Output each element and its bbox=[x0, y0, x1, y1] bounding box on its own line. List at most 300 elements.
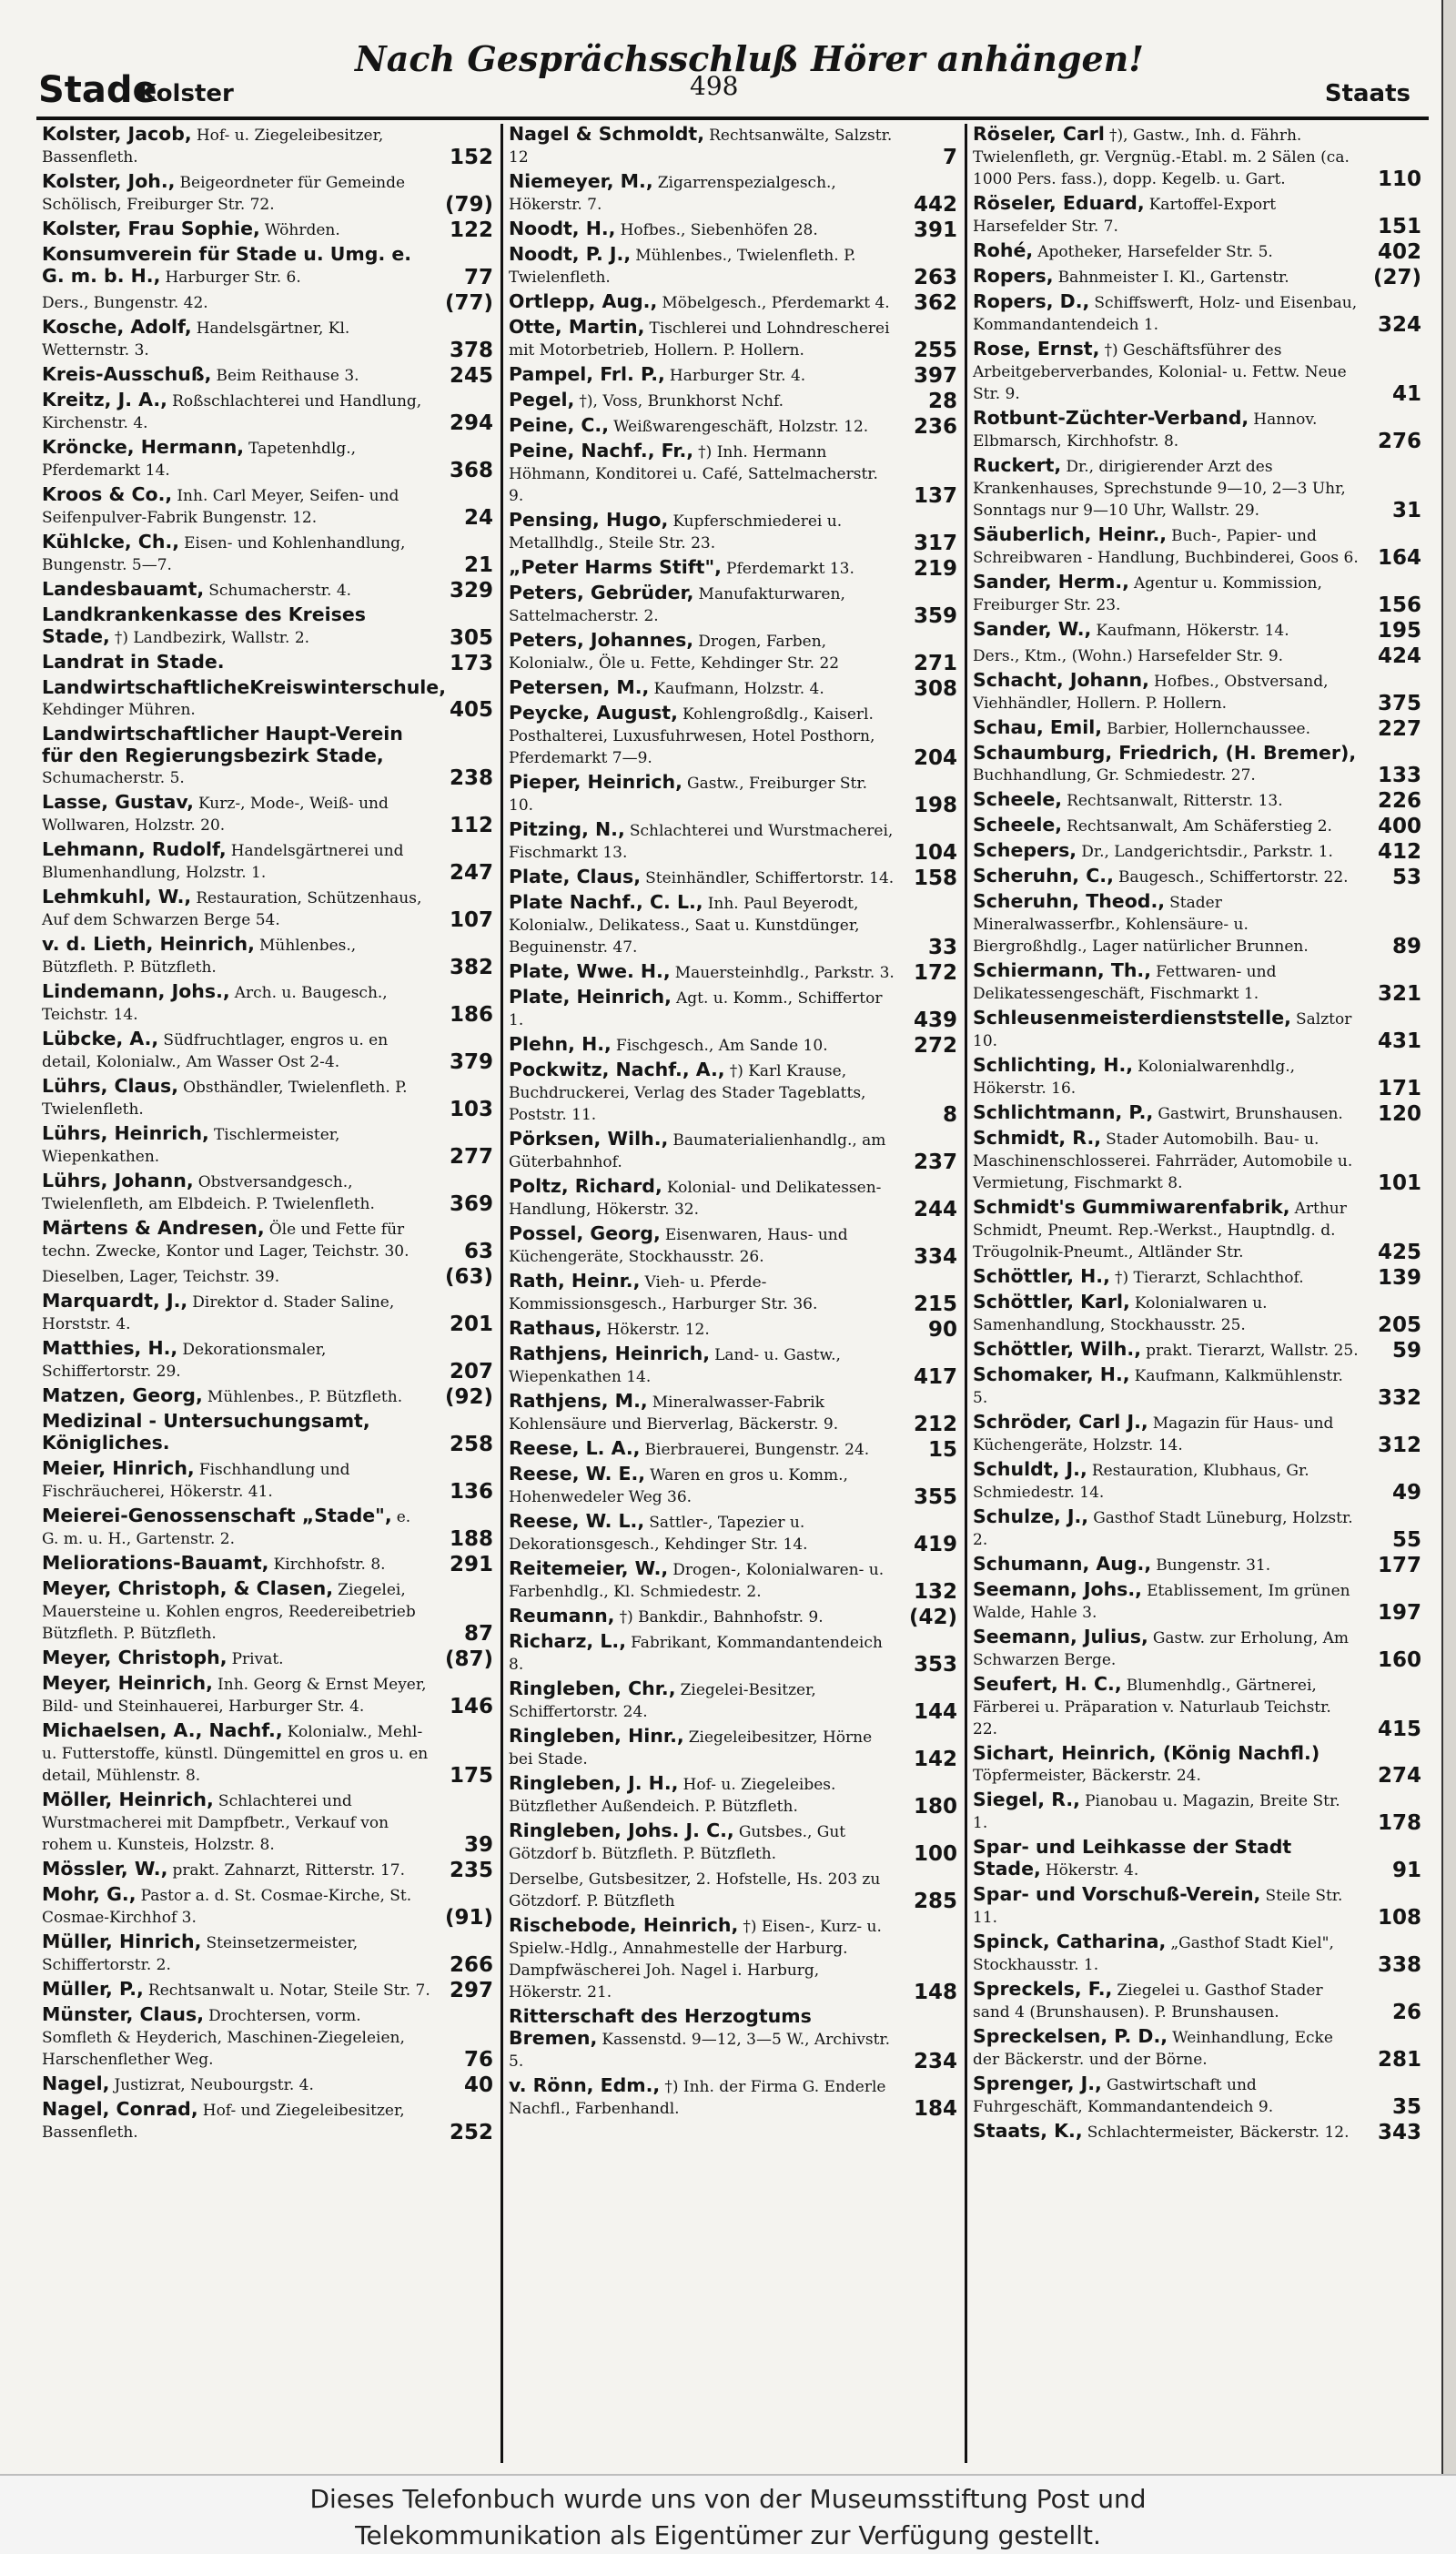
entry-phone-number: (27) bbox=[1372, 266, 1421, 289]
directory-entry bbox=[509, 244, 957, 289]
entry-description: Agt. u. Komm., Schiffertor 1. bbox=[509, 989, 883, 1029]
directory-entry bbox=[509, 1558, 957, 1603]
entry-phone-number: 91 bbox=[1391, 1859, 1421, 1882]
entry-description: Waren en gros u. Komm., Hohenwedeler Weg 36. bbox=[509, 1466, 848, 1506]
entry-name: Medizinal - Untersuchungsamt, Königliches. bbox=[42, 1410, 370, 1454]
entry-name: Plate, Claus, bbox=[509, 866, 642, 887]
directory-entry bbox=[973, 1292, 1421, 1336]
entry-phone-number: 308 bbox=[913, 677, 957, 701]
directory-entry bbox=[973, 1554, 1421, 1576]
entry-description: Salztor 10. bbox=[973, 1010, 1352, 1050]
entry-phone-number: 244 bbox=[913, 1198, 957, 1221]
entry-phone-number: 271 bbox=[913, 652, 957, 675]
directory-entry bbox=[973, 1412, 1421, 1456]
entry-name: Spinck, Catharina, bbox=[973, 1931, 1167, 1952]
directory-entry bbox=[509, 317, 957, 361]
entry-name: Märtens & Andresen, bbox=[42, 1217, 265, 1239]
entry-phone-number: 195 bbox=[1377, 619, 1421, 643]
entry-phone-number: 63 bbox=[463, 1240, 493, 1263]
directory-entry bbox=[973, 2026, 1421, 2071]
entry-phone-number: (77) bbox=[444, 291, 493, 315]
directory-entry bbox=[973, 1789, 1421, 1834]
entry-phone-number: 104 bbox=[913, 841, 957, 865]
entry-phone-number: 263 bbox=[913, 266, 957, 289]
entry-name: Schmidt's Gummiwarenfabrik, bbox=[973, 1196, 1290, 1218]
entry-name: Kolster, Joh., bbox=[42, 170, 176, 192]
directory-entry bbox=[509, 1678, 957, 1723]
directory-entry bbox=[42, 124, 493, 168]
entry-phone-number: (87) bbox=[444, 1647, 493, 1671]
entry-name: Spar- und Leihkasse der Stadt Stade, bbox=[973, 1836, 1292, 1880]
entry-description: Fettwaren- und Delikatessengeschäft, Fischmarkt 1. bbox=[973, 963, 1277, 1003]
directory-entry bbox=[42, 1647, 493, 1670]
directory-entry bbox=[42, 1171, 493, 1215]
entry-name: Schöttler, H., bbox=[973, 1265, 1110, 1287]
entry-name: Reese, W. L., bbox=[509, 1510, 645, 1532]
entry-phone-number: 425 bbox=[1377, 1241, 1421, 1264]
directory-entry bbox=[42, 1578, 493, 1645]
directory-entry bbox=[42, 2073, 493, 2096]
directory-entry bbox=[509, 441, 957, 507]
directory-entry bbox=[973, 455, 1421, 522]
entry-name: Spar- und Vorschuß-Verein, bbox=[973, 1883, 1261, 1905]
entry-phone-number: 205 bbox=[1377, 1313, 1421, 1337]
directory-entry bbox=[973, 1884, 1421, 1929]
directory-entry bbox=[42, 1979, 493, 2002]
entry-phone-number: 369 bbox=[449, 1192, 493, 1216]
directory-entry bbox=[42, 218, 493, 241]
entry-name: Schröder, Carl J., bbox=[973, 1411, 1148, 1433]
entry-name: Possel, Georg, bbox=[509, 1222, 661, 1244]
directory-entry bbox=[42, 2099, 493, 2144]
entry-name: Kolster, Frau Sophie, bbox=[42, 218, 260, 239]
entry-description: Bungenstr. 31. bbox=[1156, 1556, 1271, 1575]
entry-phone-number: 355 bbox=[913, 1485, 957, 1509]
entry-phone-number: 382 bbox=[449, 956, 493, 979]
entry-name: Schöttler, Karl, bbox=[973, 1291, 1130, 1312]
entry-phone-number: 252 bbox=[449, 2121, 493, 2144]
entry-name: Schlichtmann, P., bbox=[973, 1101, 1154, 1123]
entry-name: Petersen, M., bbox=[509, 676, 650, 698]
entry-phone-number: 247 bbox=[449, 861, 493, 885]
directory-entry bbox=[509, 218, 957, 241]
entry-description: Steinhändler, Schiffertorstr. 14. bbox=[645, 869, 895, 887]
header-rule bbox=[36, 117, 1429, 120]
directory-entry bbox=[509, 364, 957, 387]
header-left-word: Stade bbox=[38, 69, 157, 111]
entry-description: „Gasthof Stadt Kiel", Stockhausstr. 1. bbox=[973, 1934, 1334, 1974]
entry-phone-number: 379 bbox=[449, 1050, 493, 1074]
entry-description: Inh. Paul Beyerodt, Kolonialw., Delikatess., Saat u. Kunstdünger, Beguinenstr. 47. bbox=[509, 895, 860, 957]
entry-description: Töpfermeister, Bäckerstr. 24. bbox=[973, 1767, 1201, 1785]
entry-phone-number: 294 bbox=[449, 411, 493, 435]
entry-name: Lübcke, A., bbox=[42, 1028, 159, 1049]
entry-description: Handelsgärtnerei und Blumenhandlung, Holzstr. 1. bbox=[42, 842, 404, 882]
entry-description: †) Karl Krause, Buchdruckerei, Verlag des Stader Tageblatts, Poststr. 11. bbox=[509, 1062, 866, 1124]
entry-phone-number: 234 bbox=[913, 2050, 957, 2073]
entry-description: Schiffswerft, Holz- und Eisenbau, Kommandantendeich 1. bbox=[973, 294, 1358, 334]
entry-description: Gasthof Stadt Lüneburg, Holzstr. 2. bbox=[973, 1509, 1353, 1549]
directory-entry bbox=[42, 1859, 493, 1881]
entry-phone-number: 164 bbox=[1377, 546, 1421, 570]
directory-entry bbox=[509, 1271, 957, 1315]
entry-phone-number: 417 bbox=[913, 1365, 957, 1389]
entry-name: Pockwitz, Nachf., A., bbox=[509, 1059, 725, 1080]
entry-description: Ders., Bungenstr. 42. bbox=[42, 294, 208, 312]
entry-description: †) Geschäftsführer des Arbeitgeberverbandes, Kolonial- u. Fettw. Neue Str. 9. bbox=[973, 341, 1347, 403]
directory-entry bbox=[509, 557, 957, 580]
entry-description: Rechtsanwälte, Salzstr. 12 bbox=[509, 127, 893, 167]
entry-description: Inh. Georg & Ernst Meyer, Bild- und Steinhauerei, Harburger Str. 4. bbox=[42, 1676, 427, 1716]
entry-description: Kassenstd. 9—12, 3—5 W., Archivstr. 5. bbox=[509, 2031, 891, 2071]
entry-name: Schöttler, Wilh., bbox=[973, 1338, 1141, 1360]
entry-phone-number: 137 bbox=[913, 484, 957, 508]
entry-description: Arch. u. Baugesch., Teichstr. 14. bbox=[42, 984, 388, 1024]
entry-phone-number: 158 bbox=[913, 867, 957, 890]
entry-phone-number: 49 bbox=[1391, 1481, 1421, 1505]
directory-entry bbox=[42, 1720, 493, 1787]
entry-phone-number: 107 bbox=[449, 908, 493, 932]
entry-description: Gastwirt, Brunshausen. bbox=[1158, 1105, 1343, 1123]
directory-entry bbox=[42, 1218, 493, 1262]
entry-description: Arthur Schmidt, Pneumt. Rep.-Werkst., Hauptndlg. d. Tröugolnik-Pneumt., Altländer Str. bbox=[973, 1200, 1347, 1262]
entry-description: Tischlermeister, Wiepenkathen. bbox=[42, 1126, 340, 1166]
entry-name: Schau, Emil, bbox=[973, 716, 1103, 738]
entry-description: Bahnmeister I. Kl., Gartenstr. bbox=[1057, 269, 1289, 287]
entry-name: Meyer, Heinrich, bbox=[42, 1672, 213, 1694]
directory-entry bbox=[509, 1343, 957, 1388]
directory-entry bbox=[973, 1197, 1421, 1263]
entry-phone-number: 26 bbox=[1391, 2001, 1421, 2024]
directory-entry bbox=[42, 1338, 493, 1383]
entry-description: Gastwirtschaft und Fuhrgeschäft, Kommandantendeich 9. bbox=[973, 2076, 1274, 2116]
directory-entry bbox=[509, 1176, 957, 1221]
entry-name: Reese, W. E., bbox=[509, 1463, 646, 1485]
entry-phone-number: 39 bbox=[463, 1833, 493, 1857]
entry-description: Buchhandlung, Gr. Schmiedestr. 27. bbox=[973, 766, 1256, 785]
entry-name: Kröncke, Hermann, bbox=[42, 436, 245, 458]
entry-description: Manufakturwaren, Sattelmacherstr. 2. bbox=[509, 585, 845, 625]
directory-entry bbox=[42, 1123, 493, 1168]
entry-description: Fischgesch., Am Sande 10. bbox=[615, 1037, 828, 1055]
directory-entry bbox=[509, 819, 957, 864]
entry-phone-number: 152 bbox=[449, 146, 493, 169]
entry-description: Schlachterei und Wurstmacherei mit Dampfbetr., Verkauf von rohem u. Kunsteis, Holzstr. 8. bbox=[42, 1792, 389, 1854]
entry-phone-number: 156 bbox=[1377, 593, 1421, 617]
entry-phone-number: 90 bbox=[927, 1318, 957, 1342]
directory-entry bbox=[42, 364, 493, 387]
footer-line-2: Telekommunikation als Eigentümer zur Verfügung gestellt. bbox=[355, 2520, 1101, 2550]
entry-description: Pferdemarkt 13. bbox=[726, 560, 854, 578]
entry-phone-number: 226 bbox=[1377, 789, 1421, 813]
entry-name: Meyer, Christoph, bbox=[42, 1647, 228, 1668]
entry-description: Fabrikant, Kommandantendeich 8. bbox=[509, 1634, 883, 1674]
entry-description: Kolonialwaren u. Samenhandlung, Stockhausstr. 25. bbox=[973, 1294, 1268, 1334]
entry-name: Rathjens, Heinrich, bbox=[509, 1343, 711, 1364]
entry-phone-number: 227 bbox=[1377, 717, 1421, 741]
entry-name: Noodt, H., bbox=[509, 218, 616, 239]
directory-entry bbox=[42, 1884, 493, 1929]
entry-name: Röseler, Eduard, bbox=[973, 192, 1145, 214]
directory-entry bbox=[42, 1505, 493, 1550]
directory-entry bbox=[509, 703, 957, 769]
entry-description: Stader Automobilh. Bau- u. Maschinenschlosserei. Fahrräder, Automobile u. Vermietung, Fischmarkt 8. bbox=[973, 1130, 1353, 1192]
entry-description: †) Tierarzt, Schlachthof. bbox=[1114, 1269, 1304, 1287]
entry-description: Land- u. Gastw., Wiepenkathen 14. bbox=[509, 1346, 841, 1386]
entry-description: Blumenhdlg., Gärtnerei, Färberei u. Präparation v. Naturlaub Teichstr. 22. bbox=[973, 1677, 1331, 1738]
directory-entry bbox=[42, 244, 493, 289]
entry-description: Barbier, Hollernchaussee. bbox=[1107, 720, 1310, 738]
entry-name: Plate Nachf., C. L., bbox=[509, 891, 703, 913]
entry-name: Landrat in Stade. bbox=[42, 651, 225, 673]
entry-name: Peine, C., bbox=[509, 414, 609, 436]
entry-phone-number: 353 bbox=[913, 1653, 957, 1677]
entry-phone-number: 122 bbox=[449, 218, 493, 242]
entry-phone-number: 285 bbox=[913, 1890, 957, 1913]
entry-name: Kreis-Ausschuß, bbox=[42, 363, 212, 385]
entry-name: Siegel, R., bbox=[973, 1789, 1080, 1810]
directory-entry bbox=[509, 1631, 957, 1676]
page-number: 498 bbox=[690, 71, 739, 101]
entry-name: Seemann, Johs., bbox=[973, 1578, 1142, 1600]
entry-description: Stader Mineralwasserfbr., Kohlensäure- u. Biergroßhdlg., Lager natürlicher Brunnen. bbox=[973, 894, 1309, 956]
entry-phone-number: (63) bbox=[444, 1265, 493, 1289]
entry-phone-number: 397 bbox=[913, 364, 957, 388]
entry-name: Pampel, Frl. P., bbox=[509, 363, 665, 385]
entry-name: Plehn, H., bbox=[509, 1033, 612, 1055]
entry-phone-number: 305 bbox=[449, 626, 493, 650]
entry-name: Nagel, bbox=[42, 2073, 110, 2094]
entry-name: Säuberlich, Heinr., bbox=[973, 523, 1168, 545]
entry-phone-number: 31 bbox=[1391, 499, 1421, 522]
entry-phone-number: 148 bbox=[913, 1981, 957, 2004]
entry-name: Schulze, J., bbox=[973, 1505, 1089, 1527]
entry-name: Sander, Herm., bbox=[973, 571, 1129, 593]
entry-description: Mühlenbes., Bützfleth. P. Bützfleth. bbox=[42, 937, 357, 977]
directory-entry bbox=[42, 792, 493, 836]
entry-description: Kartoffel-Export Harsefelder Str. 7. bbox=[973, 196, 1277, 236]
entry-phone-number: 212 bbox=[913, 1413, 957, 1436]
directory-entry bbox=[509, 171, 957, 216]
directory-entry bbox=[42, 291, 493, 314]
entry-description: Drogen-, Kolonialwaren- u. Farbenhdlg., Kl. Schmiedestr. 2. bbox=[509, 1561, 885, 1601]
header-right-word: Staats bbox=[1324, 80, 1410, 107]
directory-entry bbox=[973, 524, 1421, 569]
entry-description: Drogen, Farben, Kolonialw., Öle u. Fette, Kehdinger Str. 22 bbox=[509, 633, 840, 673]
entry-name: Möller, Heinrich, bbox=[42, 1789, 214, 1810]
entry-phone-number: 321 bbox=[1377, 982, 1421, 1006]
directory-entry bbox=[42, 1385, 493, 1408]
directory-entry bbox=[973, 840, 1421, 863]
entry-description: Etablissement, Im grünen Walde, Hahle 3. bbox=[973, 1582, 1350, 1622]
entry-phone-number: 431 bbox=[1377, 1029, 1421, 1053]
entry-name: Schomaker, H., bbox=[973, 1363, 1130, 1385]
entry-name: Ringleben, Hinr., bbox=[509, 1725, 684, 1747]
entry-description: †) Bankdir., Bahnhofstr. 9. bbox=[619, 1608, 824, 1627]
entry-description: Obsthändler, Twielenfleth. P. Twielenfleth. bbox=[42, 1079, 408, 1119]
entry-phone-number: 332 bbox=[1377, 1386, 1421, 1410]
entry-description: Kaufmann, Kalkmühlenstr. 5. bbox=[973, 1367, 1343, 1407]
entry-phone-number: 255 bbox=[913, 339, 957, 362]
directory-entry bbox=[42, 1291, 493, 1335]
entry-description: Steile Str. 11. bbox=[973, 1887, 1343, 1927]
entry-description: Öle und Fette für techn. Zwecke, Kontor und Lager, Teichstr. 30. bbox=[42, 1221, 410, 1261]
entry-phone-number: 53 bbox=[1391, 866, 1421, 889]
entry-description: Schlachtermeister, Bäckerstr. 12. bbox=[1087, 2123, 1350, 2142]
entry-name: Scheruhn, C., bbox=[973, 865, 1114, 887]
entry-name: Pensing, Hugo, bbox=[509, 509, 669, 531]
entry-name: Ringleben, J. H., bbox=[509, 1772, 679, 1794]
entry-phone-number: 258 bbox=[449, 1433, 493, 1456]
footer-line-1: Dieses Telefonbuch wurde uns von der Museumsstiftung Post und bbox=[309, 2484, 1147, 2514]
entry-description: Baugesch., Schiffertorstr. 22. bbox=[1117, 868, 1349, 887]
directory-entry bbox=[973, 1008, 1421, 1052]
directory-entry bbox=[42, 1931, 493, 1976]
entry-description: Apotheker, Harsefelder Str. 5. bbox=[1037, 243, 1273, 261]
entry-phone-number: 281 bbox=[1377, 2048, 1421, 2072]
entry-description: Sattler-, Tapezier u. Dekorationsgesch., Kehdinger Str. 14. bbox=[509, 1514, 808, 1554]
directory-entry bbox=[509, 1820, 957, 1865]
entry-description: Rechtsanwalt, Ritterstr. 13. bbox=[1067, 792, 1283, 810]
entry-name: Meierei-Genossenschaft „Stade", bbox=[42, 1505, 392, 1526]
entry-name: Nagel, Conrad, bbox=[42, 2098, 198, 2120]
entry-description: Hofbes., Siebenhöfen 28. bbox=[620, 221, 818, 239]
entry-phone-number: 219 bbox=[913, 557, 957, 581]
entry-description: Kolonial- und Delikatessen-Handlung, Hökerstr. 32. bbox=[509, 1179, 882, 1219]
entry-description: Derselbe, Gutsbesitzer, 2. Hofstelle, Hs. 203 zu Götzdorf. P. Bützfleth bbox=[509, 1870, 881, 1910]
entry-phone-number: 177 bbox=[1377, 1554, 1421, 1577]
listing-column-1 bbox=[36, 124, 500, 2463]
entry-phone-number: 378 bbox=[449, 339, 493, 362]
entry-phone-number: 41 bbox=[1391, 382, 1421, 406]
entry-name: Lührs, Claus, bbox=[42, 1075, 178, 1097]
entry-description: Ziegelei-Besitzer, Schiffertorstr. 24. bbox=[509, 1681, 816, 1721]
entry-name: Peters, Johannes, bbox=[509, 629, 694, 651]
entry-name: Ropers, D., bbox=[973, 290, 1090, 312]
entry-name: Landkrankenkasse des Kreises Stade, bbox=[42, 603, 366, 647]
entry-phone-number: 237 bbox=[913, 1150, 957, 1174]
entry-description: Kaufmann, Holzstr. 4. bbox=[653, 680, 824, 698]
directory-entry bbox=[509, 2075, 957, 2120]
entry-phone-number: 391 bbox=[913, 218, 957, 242]
entry-name: Seemann, Julius, bbox=[973, 1626, 1148, 1647]
directory-entry bbox=[973, 1055, 1421, 1100]
listing-column-2 bbox=[500, 124, 965, 2463]
directory-entry bbox=[42, 2004, 493, 2071]
entry-description: Hökerstr. 4. bbox=[1045, 1861, 1139, 1880]
entry-phone-number: 415 bbox=[1377, 1718, 1421, 1741]
entry-phone-number: 276 bbox=[1377, 430, 1421, 453]
entry-name: Spreckelsen, P. D., bbox=[973, 2025, 1168, 2047]
entry-phone-number: 368 bbox=[449, 459, 493, 482]
entry-phone-number: 112 bbox=[449, 814, 493, 837]
entry-phone-number: 77 bbox=[463, 266, 493, 289]
entry-description: Dekorationsmaler, Schiffertorstr. 29. bbox=[42, 1341, 327, 1381]
entry-phone-number: 207 bbox=[449, 1360, 493, 1383]
entry-phone-number: 312 bbox=[1377, 1434, 1421, 1457]
entry-phone-number: 291 bbox=[449, 1553, 493, 1576]
directory-entry bbox=[973, 193, 1421, 238]
entry-description: Wöhrden. bbox=[264, 221, 340, 239]
entry-description: Fischhandlung und Fischräucherei, Hökerstr. 41. bbox=[42, 1461, 350, 1501]
entry-phone-number: 184 bbox=[913, 2097, 957, 2121]
entry-name: Schiermann, Th., bbox=[973, 959, 1152, 981]
entry-description: Beim Reithause 3. bbox=[216, 367, 359, 385]
entry-description: Mineralwasser-Fabrik Kohlensäure und Bierverlag, Bäckerstr. 9. bbox=[509, 1394, 839, 1434]
directory-entry bbox=[973, 1128, 1421, 1194]
entry-description: e. G. m. u. H., Gartenstr. 2. bbox=[42, 1508, 411, 1548]
directory-entry bbox=[973, 1364, 1421, 1409]
entry-name: Konsumverein für Stade u. Umg. e. G. m. b. H., bbox=[42, 243, 412, 287]
directory-entry bbox=[42, 1265, 493, 1288]
entry-phone-number: 375 bbox=[1377, 692, 1421, 715]
entry-phone-number: 343 bbox=[1377, 2121, 1421, 2144]
entry-name: Müller, P., bbox=[42, 1978, 144, 2000]
entry-description: Schumacherstr. 4. bbox=[208, 582, 352, 600]
directory-entry bbox=[973, 1506, 1421, 1551]
entry-description: Ziegeleibesitzer, Hörne bei Stade. bbox=[509, 1728, 873, 1769]
entry-name: Lehmann, Rudolf, bbox=[42, 838, 227, 860]
entry-phone-number: 186 bbox=[449, 1003, 493, 1027]
entry-description: Weißwarengeschäft, Holzstr. 12. bbox=[613, 418, 869, 436]
entry-name: Schaumburg, Friedrich, (H. Bremer), bbox=[973, 742, 1357, 764]
entry-name: Rose, Ernst, bbox=[973, 338, 1100, 360]
directory-entry bbox=[973, 891, 1421, 958]
entry-phone-number: 24 bbox=[463, 506, 493, 530]
directory-entry bbox=[509, 961, 957, 984]
directory-entry bbox=[509, 1318, 957, 1341]
entry-description: Pastor a. d. St. Cosmae-Kirche, St. Cosmae-Kirchhof 3. bbox=[42, 1887, 412, 1927]
entry-phone-number: 442 bbox=[913, 193, 957, 217]
directory-entry bbox=[973, 124, 1421, 190]
entry-name: v. d. Lieth, Heinrich, bbox=[42, 933, 255, 955]
listing-columns bbox=[36, 124, 1429, 2463]
directory-entry bbox=[42, 390, 493, 434]
directory-entry bbox=[973, 572, 1421, 616]
entry-phone-number: 266 bbox=[449, 1953, 493, 1977]
entry-name: Scheele, bbox=[973, 788, 1063, 810]
entry-name: Sprenger, J., bbox=[973, 2073, 1102, 2094]
entry-name: Meier, Hinrich, bbox=[42, 1457, 195, 1479]
entry-name: Schuldt, J., bbox=[973, 1458, 1087, 1480]
directory-entry bbox=[42, 652, 493, 674]
entry-name: Rischebode, Heinrich, bbox=[509, 1914, 739, 1936]
directory-entry bbox=[509, 1438, 957, 1461]
entry-description: Hof- und Ziegeleibesitzer, Bassenfleth. bbox=[42, 2102, 405, 2142]
entry-phone-number: 40 bbox=[463, 2073, 493, 2097]
entry-phone-number: (42) bbox=[908, 1606, 957, 1629]
entry-phone-number: 55 bbox=[1391, 1528, 1421, 1552]
entry-description: Inh. Carl Meyer, Seifen- und Seifenpulver-Fabrik Bungenstr. 12. bbox=[42, 487, 399, 527]
directory-entry bbox=[973, 960, 1421, 1005]
entry-description: Gastw. zur Erholung, Am Schwarzen Berge. bbox=[973, 1629, 1350, 1669]
entry-phone-number: 142 bbox=[913, 1748, 957, 1771]
entry-description: Dieselben, Lager, Teichstr. 39. bbox=[42, 1268, 280, 1286]
directory-entry bbox=[42, 579, 493, 602]
entry-name: Marquardt, J., bbox=[42, 1290, 188, 1312]
entry-name: Niemeyer, M., bbox=[509, 170, 653, 192]
entry-description: Dr., Landgerichtsdir., Parkstr. 1. bbox=[1081, 843, 1333, 861]
entry-description: Agentur u. Kommission, Freiburger Str. 23. bbox=[973, 574, 1322, 614]
entry-phone-number: 8 bbox=[942, 1103, 957, 1127]
entry-name: Pörksen, Wilh., bbox=[509, 1128, 669, 1150]
directory-entry bbox=[509, 1915, 957, 2003]
entry-description: Handelsgärtner, Kl. Wetternstr. 3. bbox=[42, 319, 350, 360]
entry-description: Kupferschmiederei u. Metallhdlg., Steile Str. 23. bbox=[509, 512, 843, 552]
directory-entry bbox=[973, 789, 1421, 812]
entry-name: Michaelsen, A., Nachf., bbox=[42, 1719, 283, 1741]
entry-name: Schumann, Aug., bbox=[973, 1553, 1152, 1575]
